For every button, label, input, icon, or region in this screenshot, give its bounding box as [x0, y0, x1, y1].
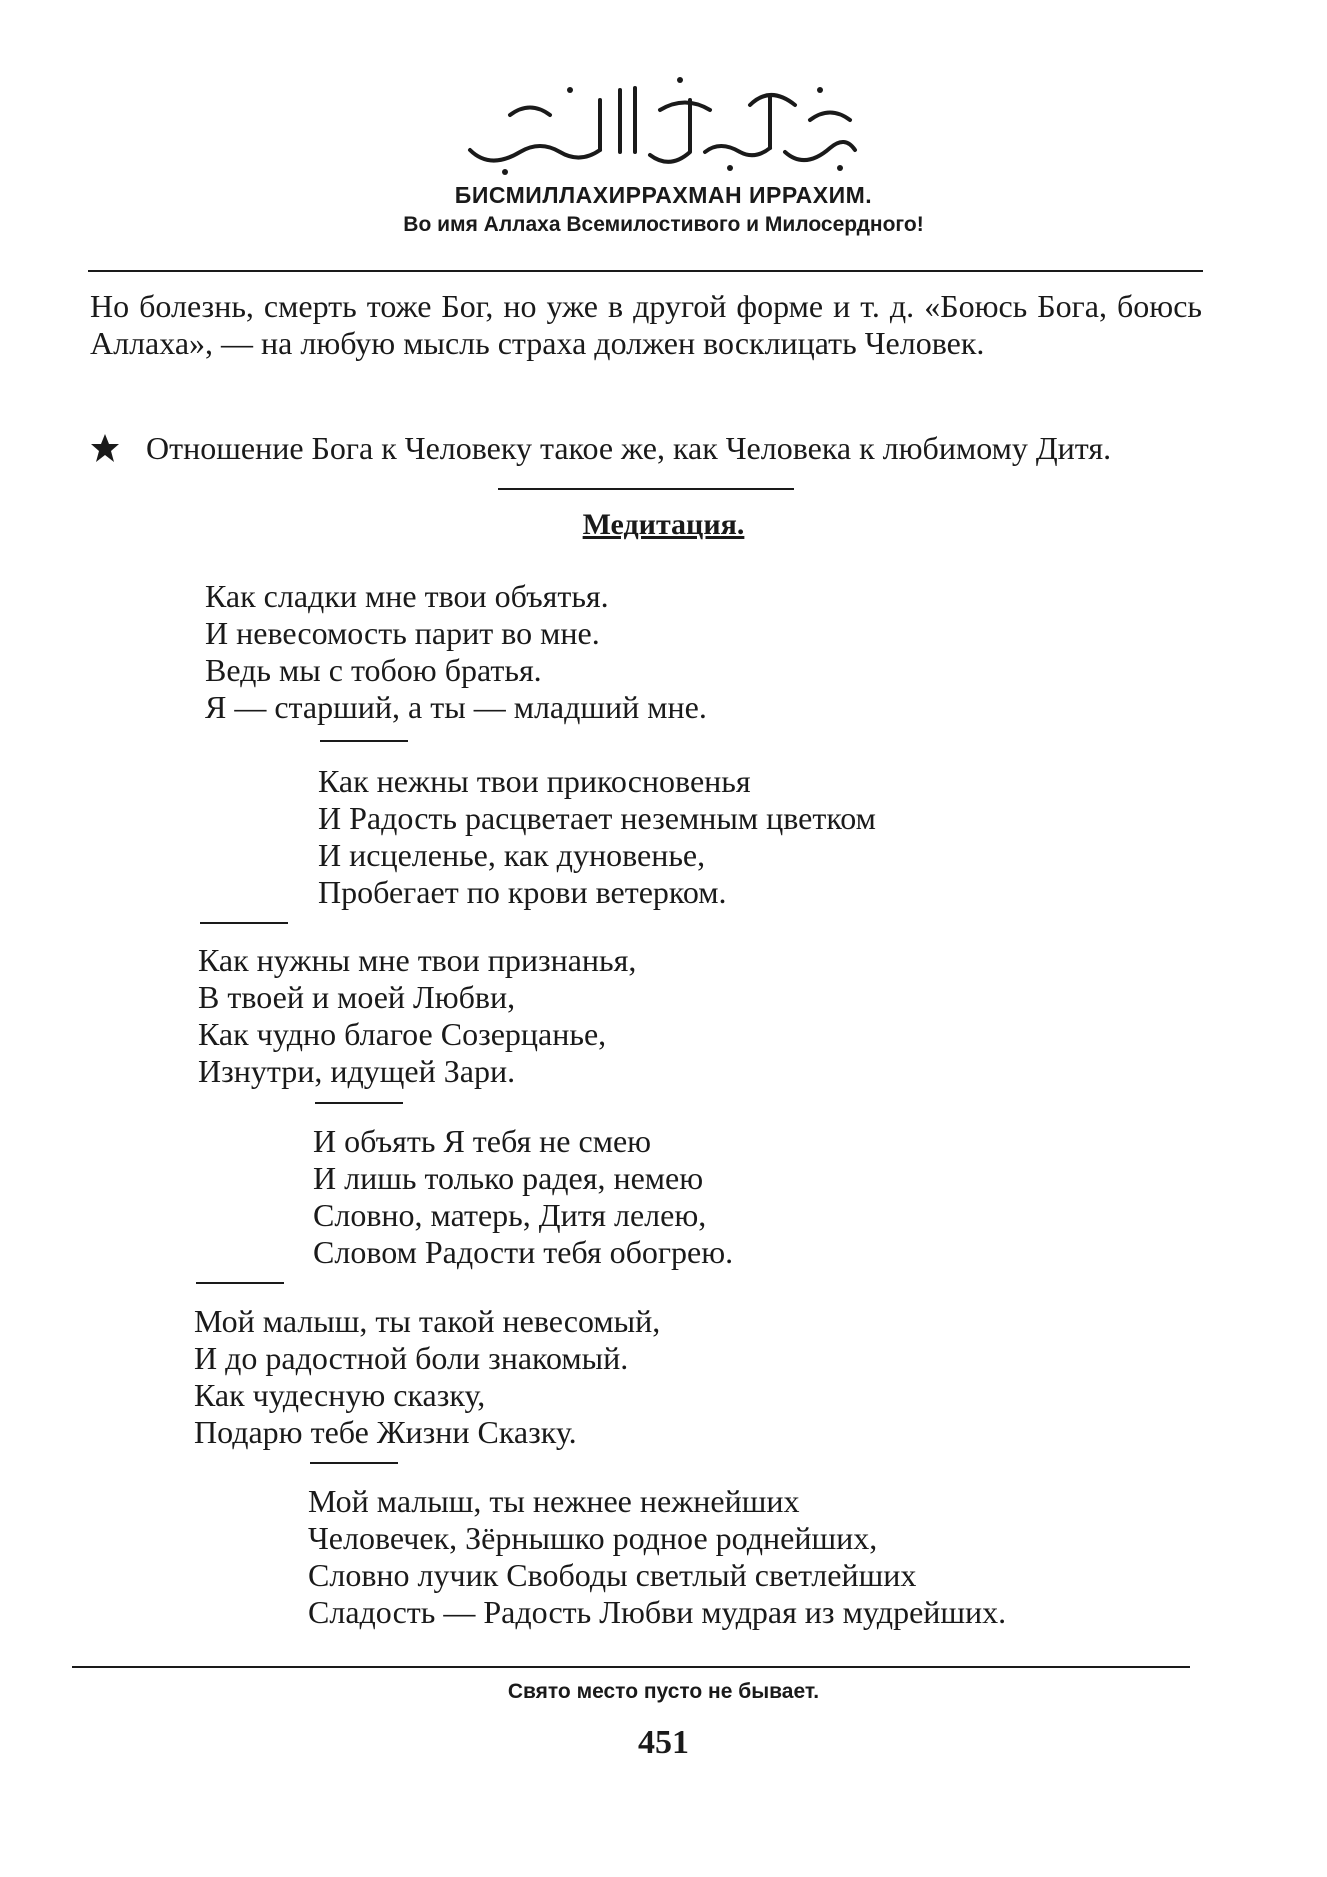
stanza-line: Словно, матерь, Дитя лелею, [313, 1197, 707, 1233]
stanza-line: И до радостной боли знакомый. [194, 1340, 629, 1376]
header-bismillah-title: БИСМИЛЛАХИРРАХМАН ИРРАХИМ. [454, 182, 873, 208]
intro-statement: Отношение Бога к Человеку такое же, как Человека к любимому Дитя. [146, 430, 1112, 466]
stanza-divider [320, 740, 408, 742]
bismillah-calligraphy-icon [450, 60, 870, 180]
stanza-divider [310, 1462, 398, 1464]
header-bismillah-translation: Во имя Аллаха Всемилостивого и Милосердного! [403, 213, 924, 236]
footer-proverb: Свято место пусто не бывает. [507, 1680, 820, 1703]
stanza-line: Как чудно благое Созерцанье, [198, 1016, 607, 1052]
stanza-5 [194, 1303, 660, 1451]
stanza-line: И лишь только радея, немею [313, 1160, 704, 1196]
stanza-line: И исцеленье, как дуновенье, [318, 837, 706, 873]
stanza-line: Мой малыш, ты нежнее нежнейших [308, 1483, 800, 1519]
stanza-6 [308, 1483, 1006, 1631]
stanza-line: Как нужны мне твои признанья, [198, 942, 637, 978]
stanza-line: Пробегает по крови ветерком. [318, 874, 727, 910]
stanza-line: И Радость расцветает неземным цветком [318, 800, 876, 836]
intro-statement-block [90, 430, 1202, 467]
stanza-line: Словно лучик Свободы светлый светлейших [308, 1557, 917, 1593]
stanza-2 [318, 763, 876, 911]
header-divider [88, 270, 1203, 272]
stanza-3 [198, 942, 636, 1090]
stanza-4 [313, 1123, 733, 1271]
stanza-line: Человечек, Зёрнышко родное роднейших, [308, 1520, 878, 1556]
stanza-line: Изнутри, идущей Зари. [198, 1053, 516, 1089]
stanza-line: Как сладки мне твои объятья. [205, 578, 609, 614]
stanza-line: Как чудесную сказку, [194, 1377, 486, 1413]
stanza-line: Подарю тебе Жизни Сказку. [194, 1414, 577, 1450]
stanza-line: Ведь мы с тобою братья. [205, 652, 542, 688]
stanza-divider [200, 922, 288, 924]
page-number: 451 [638, 1724, 689, 1761]
stanza-line: Я — старший, а ты — младший мне. [205, 689, 707, 725]
stanza-line: Как нежны твои прикосновенья [318, 763, 751, 799]
stanza-divider [315, 1102, 403, 1104]
star-icon [90, 430, 124, 467]
stanza-line: Словом Радости тебя обогрею. [313, 1234, 734, 1270]
stanza-divider [196, 1282, 284, 1284]
stanza-line: Мой малыш, ты такой невесомый, [194, 1303, 661, 1339]
stanza-line: В твоей и моей Любви, [198, 979, 516, 1015]
section-divider [498, 488, 794, 490]
footer-divider [72, 1666, 1190, 1668]
stanza-line: И невесомость парит во мне. [205, 615, 600, 651]
stanza-1 [205, 578, 707, 726]
intro-paragraph: Но болезнь, смерть тоже Бог, но уже в другой форме и т. д. «Боюсь Бога, боюсь Аллаха», — на любую мысль страха должен восклицать Человек. [90, 288, 1202, 361]
stanza-line: И объять Я тебя не смею [313, 1123, 652, 1159]
stanza-line: Сладость — Радость Любви мудрая из мудрейших. [308, 1594, 1007, 1630]
meditation-title: Медитация. [582, 508, 745, 541]
